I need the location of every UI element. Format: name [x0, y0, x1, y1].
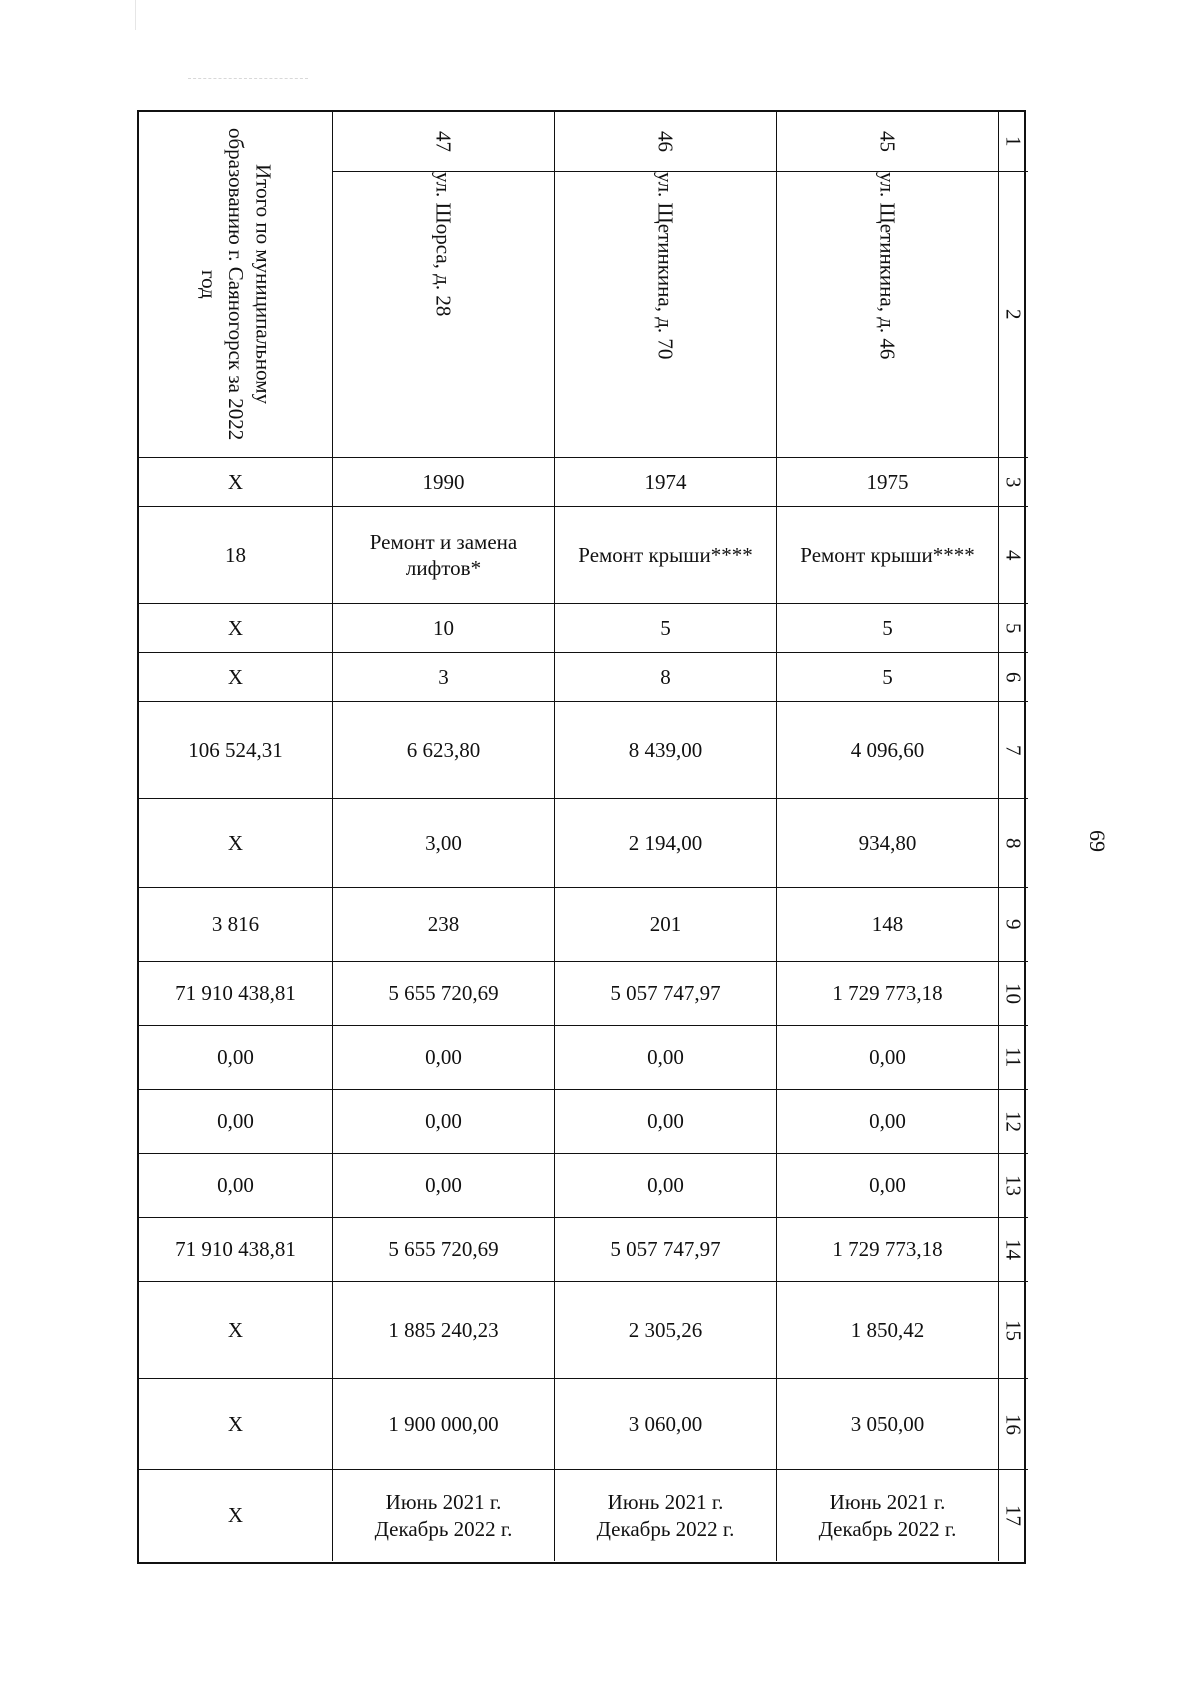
column-number	[999, 172, 1028, 458]
table-cell	[777, 604, 999, 653]
table-cell	[333, 1218, 555, 1282]
table-cell	[777, 702, 999, 799]
table-cell-text: 3,00	[425, 830, 462, 855]
column-number-text: 13	[1001, 1175, 1026, 1196]
total-cell-text: Х	[227, 1317, 244, 1342]
table-cell	[777, 962, 999, 1026]
total-cell	[139, 888, 333, 962]
table-cell-text: Июнь 2021 г. Декабрь 2022 г.	[596, 1490, 735, 1541]
table-cell	[333, 653, 555, 702]
row-number	[333, 112, 555, 172]
table-cell-text: 5	[882, 664, 893, 689]
table-cell	[555, 604, 777, 653]
total-cell-text: 71 910 438,81	[175, 981, 296, 1006]
column-number-text: 15	[1001, 1319, 1026, 1341]
table-cell	[555, 962, 777, 1026]
column-number	[999, 702, 1028, 799]
address-cell-text: ул. Щетинкина, д. 46	[875, 172, 900, 360]
table-cell	[333, 888, 555, 962]
total-cell-text: 0,00	[217, 1109, 254, 1134]
table-cell	[777, 1154, 999, 1218]
column-number	[999, 962, 1028, 1026]
total-cell-text: Х	[227, 1503, 244, 1528]
table-cell	[777, 1470, 999, 1561]
column-number-text: 6	[1001, 671, 1026, 683]
table-cell	[777, 458, 999, 507]
total-cell-text: 106 524,31	[188, 737, 283, 762]
table-cell	[555, 653, 777, 702]
table-cell	[777, 1218, 999, 1282]
total-cell-text: Х	[227, 1411, 244, 1436]
table-cell	[333, 1026, 555, 1090]
column-number	[999, 604, 1028, 653]
table-cell	[555, 799, 777, 888]
column-number-text: 5	[1001, 622, 1026, 634]
table-cell	[777, 1379, 999, 1470]
column-number-text: 10	[1001, 983, 1026, 1004]
table-cell-text: 0,00	[869, 1109, 906, 1134]
table-cell	[333, 702, 555, 799]
column-number-text: 3	[1001, 476, 1026, 488]
table-cell	[333, 604, 555, 653]
table-cell	[555, 458, 777, 507]
column-number-text: 14	[1001, 1239, 1026, 1260]
page-number: 69	[1085, 830, 1110, 852]
column-number-text: 2	[1001, 309, 1026, 320]
column-number-text: 4	[1001, 549, 1026, 561]
total-cell	[139, 458, 333, 507]
table-cell	[555, 1379, 777, 1470]
total-cell	[139, 604, 333, 653]
table-cell	[333, 1154, 555, 1218]
column-number	[999, 507, 1028, 604]
table-cell-text: 1 729 773,18	[832, 981, 943, 1006]
table-cell-text: 6 623,80	[406, 737, 481, 762]
table-cell-text: 1 729 773,18	[832, 1237, 943, 1262]
table-cell	[777, 888, 999, 962]
total-cell-text: 71 910 438,81	[175, 1237, 296, 1262]
table-cell-text: 5	[882, 615, 893, 640]
table-cell-text: 934,80	[858, 830, 917, 855]
total-cell	[139, 1154, 333, 1218]
table-cell-text: 5 057 747,97	[610, 1237, 721, 1262]
address-cell	[333, 172, 555, 458]
total-cell	[139, 653, 333, 702]
total-cell	[139, 507, 333, 604]
address-cell	[777, 172, 999, 458]
table-cell-text: 5 057 747,97	[610, 981, 721, 1006]
table-cell	[555, 1470, 777, 1561]
column-number	[999, 1090, 1028, 1154]
column-number	[999, 1218, 1028, 1282]
table-cell	[555, 1154, 777, 1218]
column-number	[999, 1282, 1028, 1379]
column-number-text: 12	[1001, 1111, 1026, 1132]
column-number	[999, 112, 1028, 172]
total-cell-text: Х	[227, 615, 244, 640]
table-cell-text: 1 885 240,23	[388, 1317, 499, 1342]
total-cell	[139, 962, 333, 1026]
table-cell	[555, 888, 777, 962]
column-number	[999, 653, 1028, 702]
table-cell-text: Июнь 2021 г. Декабрь 2022 г.	[818, 1490, 957, 1541]
table-cell-text: 5 655 720,69	[388, 1237, 499, 1262]
table-cell-text: Ремонт крыши****	[578, 542, 753, 567]
total-cell-text: 3 816	[211, 912, 260, 937]
table-cell	[777, 1090, 999, 1154]
table-cell	[555, 1026, 777, 1090]
table-cell-text: 0,00	[647, 1045, 684, 1070]
table-cell-text: 3 050,00	[850, 1411, 925, 1436]
table-cell-text: 0,00	[425, 1045, 462, 1070]
table-cell	[555, 1218, 777, 1282]
table-cell	[333, 962, 555, 1026]
table-cell	[555, 507, 777, 604]
total-cell	[139, 1218, 333, 1282]
table-cell-text: 2 194,00	[628, 830, 703, 855]
column-number-text: 9	[1001, 919, 1026, 930]
column-number-text: 1	[1001, 136, 1026, 147]
table-cell	[333, 1090, 555, 1154]
table-cell	[555, 702, 777, 799]
total-cell	[139, 1470, 333, 1561]
table-cell	[777, 799, 999, 888]
table-cell-text: 5	[660, 615, 671, 640]
table-cell	[777, 653, 999, 702]
table-cell	[333, 799, 555, 888]
address-cell-text: ул. Шорса, д. 28	[431, 172, 456, 317]
scan-edge-line	[135, 0, 136, 30]
table-cell	[777, 507, 999, 604]
data-table	[137, 110, 1026, 1564]
table-cell	[333, 1379, 555, 1470]
table-cell-text: 0,00	[425, 1109, 462, 1134]
table-cell-text: 0,00	[647, 1173, 684, 1198]
table-cell-text: 1974	[644, 469, 687, 494]
row-number	[777, 112, 999, 172]
table-cell-text: 3	[438, 664, 449, 689]
total-cell-text: Х	[227, 469, 244, 494]
total-cell	[139, 1282, 333, 1379]
total-cell	[139, 799, 333, 888]
total-cell-text: Х	[227, 664, 244, 689]
total-cell-text: 0,00	[217, 1045, 254, 1070]
address-cell	[555, 172, 777, 458]
column-number	[999, 1379, 1028, 1470]
table-cell-text: 0,00	[647, 1109, 684, 1134]
column-number-text: 17	[1001, 1505, 1026, 1526]
table-cell-text: 1990	[422, 469, 465, 494]
table-cell-text: Ремонт крыши****	[800, 542, 975, 567]
column-number	[999, 1470, 1028, 1561]
table-cell	[333, 1282, 555, 1379]
table-cell-text: 0,00	[869, 1045, 906, 1070]
total-cell	[139, 1090, 333, 1154]
table-cell-text: 238	[427, 912, 460, 937]
table-cell-text: 5 655 720,69	[388, 981, 499, 1006]
table-cell-text: 0,00	[425, 1173, 462, 1198]
total-header	[139, 112, 333, 458]
total-header-text: Итого по муниципальному образованию г. Саяногорск за 2022 год	[196, 128, 276, 441]
table-cell-text: 1975	[866, 469, 909, 494]
row-number-text: 46	[653, 131, 678, 152]
table-cell-text: 8 439,00	[628, 737, 703, 762]
column-number	[999, 458, 1028, 507]
table-cell-text: 1 850,42	[850, 1317, 925, 1342]
row-number-text: 47	[431, 131, 456, 152]
table-cell-text: 201	[649, 912, 682, 937]
column-number-text: 16	[1001, 1413, 1026, 1435]
table-cell	[333, 1470, 555, 1561]
table-cell-text: 1 900 000,00	[388, 1411, 499, 1436]
row-number-text: 45	[875, 131, 900, 152]
column-number	[999, 888, 1028, 962]
column-number-text: 8	[1001, 837, 1026, 849]
table-cell-text: 0,00	[869, 1173, 906, 1198]
table-cell	[777, 1282, 999, 1379]
column-number-text: 11	[1001, 1047, 1026, 1068]
table-cell-text: 10	[433, 615, 454, 640]
table-cell	[777, 1026, 999, 1090]
total-cell-text: 0,00	[217, 1173, 254, 1198]
table-cell	[333, 507, 555, 604]
table-cell-text: 148	[871, 912, 904, 937]
total-cell	[139, 1026, 333, 1090]
column-number	[999, 799, 1028, 888]
column-number	[999, 1154, 1028, 1218]
table-cell-text: 4 096,60	[850, 737, 925, 762]
table-cell	[555, 1282, 777, 1379]
table-cell-text: 3 060,00	[628, 1411, 703, 1436]
table-grid	[139, 112, 1024, 1562]
table-cell-text: Ремонт и замена лифтов*	[369, 529, 518, 580]
total-cell	[139, 1379, 333, 1470]
scan-artifact	[188, 78, 308, 79]
total-cell-text: 18	[225, 542, 246, 567]
column-number	[999, 1026, 1028, 1090]
total-cell	[139, 702, 333, 799]
table-cell-text: Июнь 2021 г. Декабрь 2022 г.	[374, 1490, 513, 1541]
address-cell-text: ул. Щетинкина, д. 70	[653, 172, 678, 360]
column-number-text: 7	[1001, 744, 1026, 756]
table-cell-text: 8	[660, 664, 671, 689]
table-cell-text: 2 305,26	[628, 1317, 703, 1342]
table-cell	[333, 458, 555, 507]
total-cell-text: Х	[227, 830, 244, 855]
table-cell	[555, 1090, 777, 1154]
row-number	[555, 112, 777, 172]
